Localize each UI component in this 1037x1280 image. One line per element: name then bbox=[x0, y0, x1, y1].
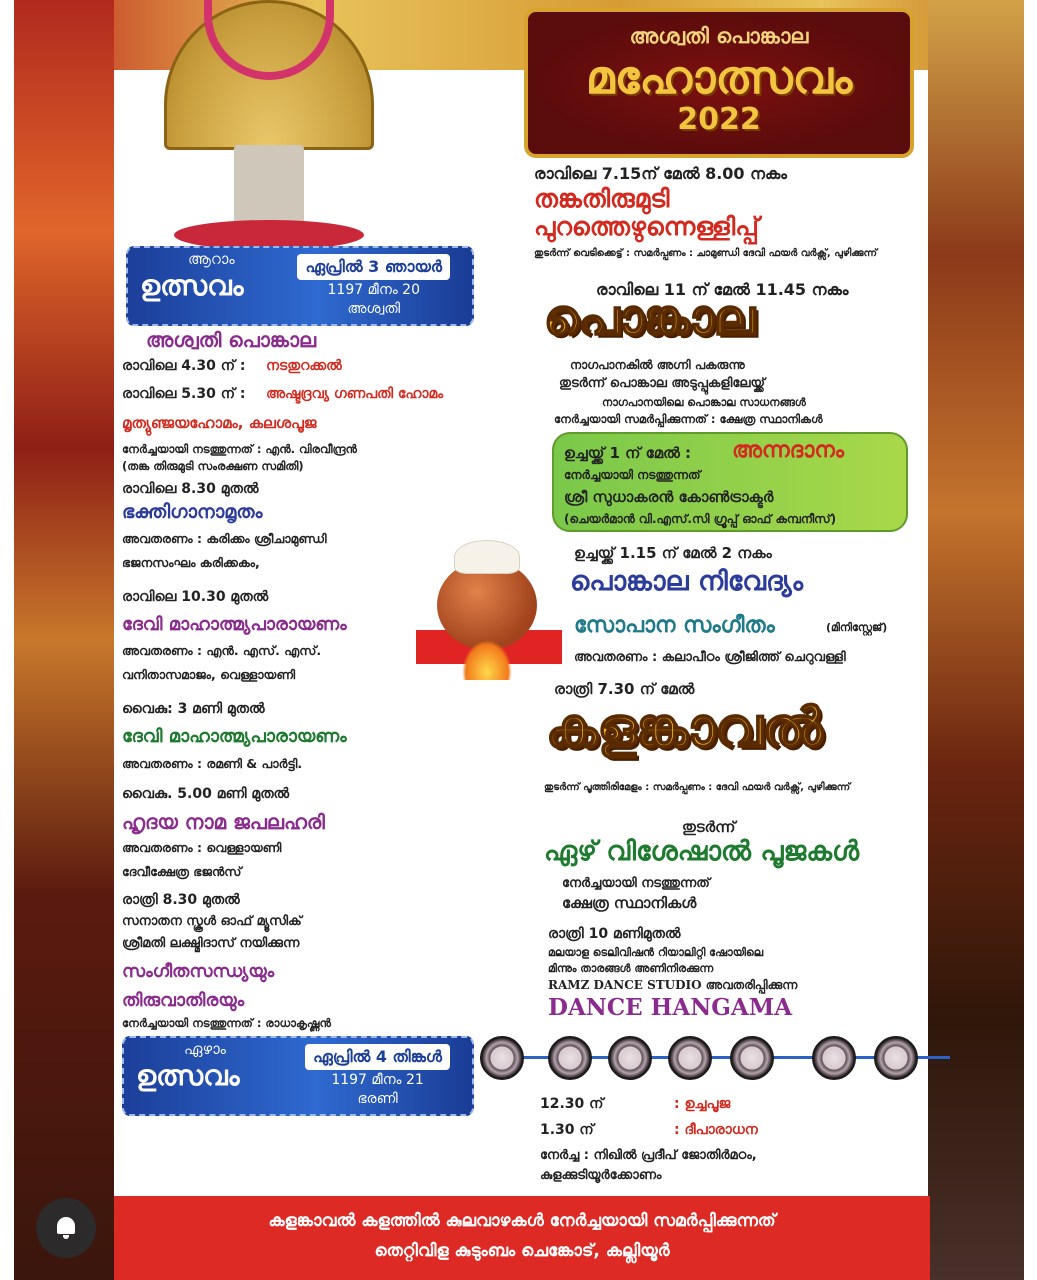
badge-utsavam: ഉത്സവം bbox=[140, 269, 244, 302]
left-line-19: അവതരണം : വെള്ളായണി bbox=[122, 840, 282, 855]
left-line-17: വൈകു. 5.00 മണി മുതൽ bbox=[122, 786, 290, 802]
title-block bbox=[524, 8, 914, 158]
left-line-13: വനിതാസമാജം, വെള്ളായണി bbox=[122, 667, 296, 682]
badge2-date-box bbox=[305, 1044, 450, 1108]
schedule-event-1: : ഉച്ചപൂജ bbox=[674, 1096, 731, 1112]
left-line-9: ഭജനസംഘം കരിക്കകം, bbox=[122, 555, 260, 570]
badge2-date: ഏപ്രിൽ 4 തിങ്കൾ bbox=[305, 1044, 450, 1070]
left-event-2: അഷ്ടദ്രവ്യ ഗണപതി ഹോമം bbox=[266, 386, 444, 402]
chariot-wheel-icon bbox=[874, 1036, 918, 1080]
left-line-5: (തങ്ക തിരുമുടി സംരക്ഷണ സമിതി) bbox=[122, 459, 304, 473]
left-line-4: നേർച്ചയായി നടത്തുന്നത് : എൻ. വിരവീന്ദ്രൻ bbox=[122, 442, 357, 456]
annadanam-nercha: നേർച്ചയായി നടത്തുന്നത് bbox=[564, 468, 701, 482]
right-t14: അവതരണം : കലാപീഠം ശ്രീജിത്ത് ചെറുവള്ളി bbox=[574, 650, 846, 665]
right-t24: മിന്നും താരങ്ങൾ അണിനിരക്കുന്ന bbox=[548, 962, 714, 975]
right-t9: നാഗപാനയിലെ പൊങ്കാല സാധനങ്ങൾ bbox=[602, 396, 806, 409]
annadanam-title: അന്നദാനം bbox=[732, 438, 845, 463]
pot-fire bbox=[462, 640, 512, 680]
right-t2: തങ്കതിരുമുടി bbox=[534, 184, 670, 213]
left-event-1: നടതുറക്കൽ bbox=[266, 358, 342, 374]
badge-ordinal: ആറാം bbox=[188, 250, 235, 268]
title-subtitle: അശ്വതി പൊങ്കാല bbox=[629, 24, 809, 48]
right-ministage: (മിനിസ്റ്റേജ്) bbox=[826, 621, 888, 634]
schedule-time-1: 12.30 ന് bbox=[540, 1096, 604, 1112]
right-t23: മലയാള ടെലിവിഷൻ റിയാലിറ്റി ഷോയിലെ bbox=[548, 946, 764, 959]
left-line-10: രാവിലെ 10.30 മുതൽ bbox=[122, 589, 269, 605]
left-line-21: രാത്രി 8.30 മുതൽ bbox=[122, 892, 240, 908]
badge-star: അശ്വതി bbox=[347, 301, 401, 317]
right-t7: നാഗപാനകിൽ അഗ്നി പകരുന്നു bbox=[570, 358, 745, 372]
left-temple-decor bbox=[14, 0, 114, 1280]
badge2-star: ഭരണി bbox=[357, 1091, 398, 1107]
notification-button[interactable] bbox=[36, 1198, 96, 1258]
right-nivedyam: പൊങ്കാല നിവേദ്യം bbox=[570, 566, 804, 597]
left-line-6: രാവിലെ 8.30 മുതൽ bbox=[122, 481, 259, 497]
schedule-event-2: : ദീപാരാധന bbox=[674, 1122, 758, 1138]
right-t4: തുടർന്ന് വെടിക്കെട്ട് : സമർപ്പണം : ചാമുണ്ഡി ദേവി ഫയർ വർക്സ്, പുഴിക്കുന്ന് bbox=[534, 248, 878, 259]
right-t18: തുടർന്ന് bbox=[682, 818, 736, 836]
left-line-11: ദേവി മാഹാത്മ്യപാരായണം bbox=[122, 614, 347, 635]
left-time-1: രാവിലെ 4.30 ന് : bbox=[122, 358, 246, 374]
chariot-wheel-icon bbox=[812, 1036, 856, 1080]
left-line-14: വൈകു: 3 മണി മുതൽ bbox=[122, 701, 265, 717]
badge2-utsavam: ഉത്സവം bbox=[136, 1059, 240, 1092]
right-t17: തുടർന്ന് പൂത്തിരിമേളം : സമർപ്പണം : ദേവി ഫയർ വർക്സ്, പുഴിക്കുന്ന് bbox=[544, 782, 851, 793]
left-line-8: അവതരണം : കരിക്കം ശ്രീചാമുണ്ഡി bbox=[122, 531, 327, 546]
annadanam-sponsor-title: (ചെയർമാൻ വി.എസ്.സി ഗ്രൂപ്പ് ഓഫ് കമ്പനീസ്) bbox=[564, 512, 837, 526]
footer-line-2: തെറ്റിവിള കുടുംബം ചെങ്കോട്, കല്ലിയൂർ bbox=[374, 1241, 670, 1261]
badge2-malayalam-date: 1197 മീനം 21 bbox=[331, 1072, 424, 1088]
left-line-24: സംഗീതസന്ധ്യയും bbox=[122, 961, 275, 982]
right-t21: ക്ഷേത്ര സ്ഥാനികൾ bbox=[562, 894, 697, 912]
left-line-15: ദേവി മാഹാത്മ്യപാരായണം bbox=[122, 726, 347, 747]
right-seven-poojas: ഏഴ് വിശേഷാൽ പൂജകൾ bbox=[544, 836, 860, 867]
right-t1: രാവിലെ 7.15ന് മേൽ 8.00 നകം bbox=[534, 164, 787, 183]
poster bbox=[14, 0, 1024, 1280]
left-line-12: അവതരണം : എൻ. എസ്. എസ്. bbox=[122, 643, 322, 658]
left-line-25: തിരുവാതിരയും bbox=[122, 990, 245, 1011]
footer-banner bbox=[114, 1196, 930, 1280]
left-line-7: ഭക്തിഗാനാമൃതം bbox=[122, 501, 263, 523]
right-t11: ഉച്ചയ്ക്ക് 1.15 ന് മേൽ 2 നകം bbox=[574, 544, 772, 562]
chariot-wheel-icon bbox=[548, 1036, 592, 1080]
right-t25: RAMZ DANCE STUDIO അവതരിപ്പിക്കുന്ന bbox=[548, 978, 798, 992]
badge-date-box bbox=[297, 254, 450, 318]
nercha-line-1: നേർച്ച : നിഖിൽ പ്രദീപ് ജോതിർമഠം, bbox=[540, 1148, 757, 1163]
chariot-wheel-icon bbox=[730, 1036, 774, 1080]
right-pongala: പൊങ്കാല bbox=[544, 290, 755, 346]
left-line-3: മൃത്യുഞ്ജയഹോമം, കലശപൂജ bbox=[122, 414, 317, 432]
right-t3: പുറത്തെഴുന്നെള്ളിപ്പ് bbox=[534, 212, 759, 241]
left-line-16: അവതരണം : രമണി & പാർട്ടി. bbox=[122, 756, 303, 771]
chariot-wheel-icon bbox=[668, 1036, 712, 1080]
left-line-20: ദേവീക്ഷേത്ര ഭജൻസ് bbox=[122, 864, 242, 879]
deity-crown-image bbox=[164, 0, 374, 250]
annadanam-sponsor: ശ്രീ സുധാകരൻ കോൺട്രാക്ടർ bbox=[564, 488, 774, 506]
right-t15: രാത്രി 7.30 ന് മേൽ bbox=[554, 680, 695, 698]
title-year: 2022 bbox=[677, 102, 761, 137]
schedule-time-2: 1.30 ന് bbox=[540, 1122, 594, 1138]
badge2-ordinal: ഏഴാം bbox=[184, 1040, 226, 1058]
left-heading: അശ്വതി പൊങ്കാല bbox=[146, 328, 317, 352]
badge-malayalam-date: 1197 മീനം 20 bbox=[327, 282, 420, 298]
badge-date: ഏപ്രിൽ 3 ഞായർ bbox=[297, 254, 450, 280]
chariot-wheel-icon bbox=[608, 1036, 652, 1080]
festival-badge-day6 bbox=[126, 246, 474, 326]
right-sopana: സോപാന സംഗീതം bbox=[574, 613, 775, 638]
pot-rice bbox=[454, 540, 520, 574]
left-line-23: ശ്രീമതി ലക്ഷ്മിദാസ് നയിക്കുന്ന bbox=[122, 936, 300, 951]
right-dance-hangama: DANCE HANGAMA bbox=[548, 994, 793, 1021]
right-t22: രാത്രി 10 മണിമുതൽ bbox=[548, 926, 681, 942]
chariot-wheel-icon bbox=[480, 1036, 524, 1080]
left-time-2: രാവിലെ 5.30 ന് : bbox=[122, 386, 246, 402]
left-line-18: ഹൃദയ നാമ ജപലഹരി bbox=[122, 810, 325, 834]
right-temple-decor bbox=[928, 0, 1024, 1280]
nercha-line-2: കുളക്കുടിയൂർക്കോണം bbox=[540, 1168, 662, 1183]
right-t10: നേർച്ചയായി സമർപ്പിക്കുന്നത് : ക്ഷേത്ര സ്ഥാനികൾ bbox=[554, 412, 823, 426]
left-line-22: സനാതന സ്കൂൾ ഓഫ് മ്യൂസിക് bbox=[122, 914, 302, 929]
festival-badge-day7 bbox=[122, 1036, 474, 1116]
title-main: മഹോത്സവം bbox=[585, 50, 853, 104]
right-t5: രാവിലെ 11 ന് മേൽ 11.45 നകം bbox=[596, 280, 849, 299]
bell-icon bbox=[55, 1217, 77, 1239]
right-kalankaval: കളങ്കാവൽ bbox=[546, 696, 823, 759]
pongala-pot-image bbox=[432, 540, 542, 690]
annadanam-time: ഉച്ചയ്ക്ക് 1 ന് മേൽ : bbox=[564, 444, 692, 462]
footer-line-1: കളങ്കാവൽ കളത്തിൽ കുലവാഴകൾ നേർച്ചയായി സമർപ്പിക്കുന്നത് bbox=[268, 1211, 776, 1231]
right-t8: തുടർന്ന് പൊങ്കാല അടുപ്പുകളിലേയ്ക്ക് bbox=[559, 376, 765, 391]
left-line-26: നേർച്ചയായി നടത്തുന്നത് : രാധാകൃഷ്ണൻ bbox=[122, 1016, 331, 1030]
right-t20: നേർച്ചയായി നടത്തുന്നത് bbox=[562, 876, 710, 891]
annadanam-box bbox=[552, 432, 908, 532]
